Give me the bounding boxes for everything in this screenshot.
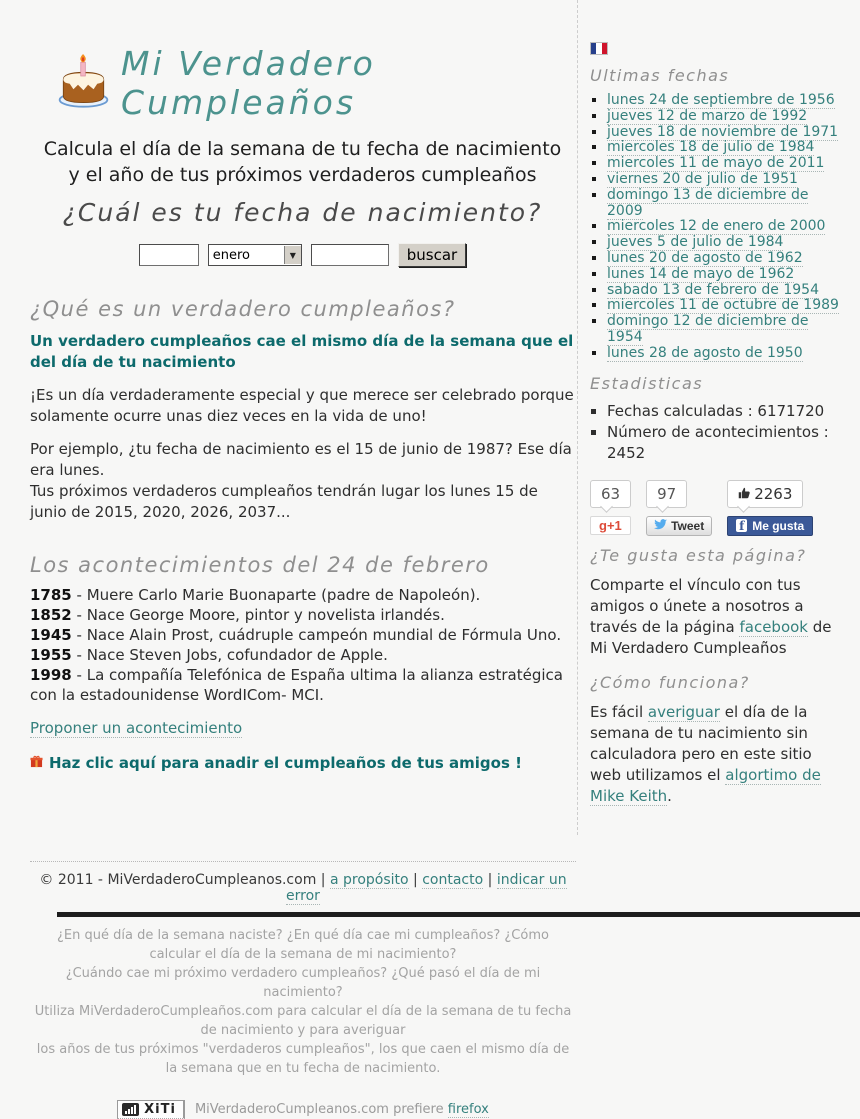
date-list-item bbox=[607, 267, 839, 283]
site-subtitle: Calcula el día de la semana de tu fecha de nacimiento y el año de tus próximos verdaderos cumpleaños bbox=[43, 138, 562, 186]
birthdate-form bbox=[30, 243, 575, 267]
date-link[interactable]: lunes 20 de agosto de 1962 bbox=[607, 249, 803, 266]
french-flag-icon[interactable] bbox=[590, 42, 608, 55]
event-item: 1852 - Nace George Moore, pintor y novelista irlandés. bbox=[30, 606, 445, 624]
contact-link[interactable]: contacto bbox=[422, 871, 484, 888]
find-out-link[interactable]: averiguar bbox=[647, 702, 720, 721]
social-buttons bbox=[590, 480, 839, 536]
date-link[interactable]: miercoles 11 de octubre de 1989 bbox=[607, 297, 839, 314]
date-list-item bbox=[607, 235, 839, 251]
date-link[interactable]: viernes 20 de julio de 1951 bbox=[607, 170, 798, 187]
date-list-item bbox=[607, 188, 839, 220]
date-list-item bbox=[607, 140, 839, 156]
event-item: 1785 - Muere Carlo Marie Buonaparte (padre de Napoleón). bbox=[30, 586, 481, 604]
date-list-item bbox=[607, 125, 839, 141]
how-it-works-paragraph: Es fácil averiguar el día de la semana de tu nacimiento sin calculadora pero en este sitio web utilizamos el algortimo de Mike Keith. bbox=[590, 702, 821, 805]
tweet-count-bubble: 97 bbox=[646, 480, 687, 508]
stats-list bbox=[590, 401, 839, 464]
add-friends-link[interactable]: Haz clic aquí para anadir el cumpleaños de tus amigos ! bbox=[49, 754, 522, 772]
firefox-link[interactable]: firefox bbox=[447, 1101, 489, 1117]
events-list bbox=[30, 585, 575, 705]
date-link[interactable]: jueves 18 de noviembre de 1971 bbox=[607, 123, 839, 140]
footer-fine-print-line: los años de tus próximos "verdaderos cumpleaños", los que caen el mismo día de la semana que en tu fecha de nacimiento. bbox=[36, 1041, 570, 1076]
date-list-item bbox=[607, 283, 839, 299]
gplus-widget bbox=[590, 480, 631, 535]
footer bbox=[30, 861, 576, 1119]
date-list-item bbox=[607, 156, 839, 172]
fb-count-bubble: 2263 bbox=[727, 480, 803, 508]
like-page-heading: ¿Te gusta esta página? bbox=[590, 545, 807, 565]
lead-statement: Un verdadero cumpleaños cae el mismo día de la semana que el del día de tu nacimiento bbox=[30, 332, 574, 371]
tweet-button[interactable]: Tweet bbox=[646, 516, 712, 536]
main-column bbox=[30, 0, 575, 835]
how-it-works-heading: ¿Cómo funciona? bbox=[590, 672, 750, 692]
add-friends-row bbox=[30, 754, 575, 772]
stats-heading: Estadisticas bbox=[590, 373, 704, 393]
site-header bbox=[56, 44, 575, 122]
bar-chart-icon bbox=[122, 1103, 139, 1116]
date-list-item bbox=[607, 314, 839, 346]
propose-event-link[interactable]: Proponer un acontecimiento bbox=[30, 719, 243, 737]
gift-icon bbox=[30, 754, 43, 772]
footer-fine-print bbox=[30, 926, 576, 1078]
sidebar bbox=[577, 0, 839, 835]
gplus-count-bubble: 63 bbox=[590, 480, 631, 508]
month-select-value: enero bbox=[212, 247, 251, 263]
date-list-item bbox=[607, 219, 839, 235]
birthday-cake-icon bbox=[56, 54, 111, 113]
thumbs-up-icon bbox=[738, 485, 750, 503]
events-section-heading: Los acontecimientos del 24 de febrero bbox=[30, 553, 490, 577]
copyright-line: © 2011 - MiVerdaderoCumpleanos.com | a propósito | contacto | indicar un error bbox=[39, 871, 567, 904]
search-button[interactable]: buscar bbox=[398, 243, 466, 267]
chevron-down-icon[interactable]: ▼ bbox=[284, 246, 301, 264]
date-link[interactable]: sabado 13 de febrero de 1954 bbox=[607, 281, 819, 298]
birthdate-question: ¿Cuál es tu fecha de nacimiento? bbox=[62, 198, 543, 227]
event-item: 1945 - Nace Alain Prost, cuádruple campeón mundial de Fórmula Uno. bbox=[30, 626, 562, 644]
footer-bottom-row bbox=[30, 1100, 576, 1119]
latest-dates-heading: Ultimas fechas bbox=[590, 66, 730, 85]
date-link[interactable]: lunes 24 de septiembre de 1956 bbox=[607, 92, 835, 108]
special-day-paragraph: ¡Es un día verdaderamente especial y que merece ser celebrado porque solamente ocurre unas diez veces en la vida de uno! bbox=[30, 386, 574, 425]
date-link[interactable]: lunes 28 de agosto de 1950 bbox=[607, 344, 803, 361]
year-input[interactable] bbox=[311, 244, 389, 266]
latest-dates-list bbox=[590, 93, 839, 362]
xiti-badge[interactable]: XiTi bbox=[117, 1100, 185, 1119]
example-paragraph: Por ejemplo, ¿tu fecha de nacimiento es el 15 de junio de 1987? Ese día era lunes. Tus próximos verdaderos cumpleaños tendrán lugar los lunes 15 de junio de 2015, 2020, 2026, 2037... bbox=[30, 440, 572, 521]
date-link[interactable]: lunes 14 de mayo de 1962 bbox=[607, 265, 795, 282]
gplus-button[interactable]: g+1 bbox=[590, 516, 631, 535]
prefers-text: MiVerdaderoCumpleanos.com prefiere firefox bbox=[194, 1101, 489, 1117]
event-item: 1998 - La compañía Telefónica de España ultima la alianza estratégica con la estadounidense WordICom- MCI. bbox=[30, 666, 563, 704]
facebook-page-link[interactable]: facebook bbox=[739, 617, 808, 636]
date-link[interactable]: miercoles 12 de enero de 2000 bbox=[607, 218, 826, 235]
date-link[interactable]: domingo 13 de diciembre de 2009 bbox=[607, 186, 809, 219]
tweet-widget bbox=[646, 480, 712, 536]
date-link[interactable]: domingo 12 de diciembre de 1954 bbox=[607, 313, 809, 345]
twitter-bird-icon bbox=[654, 519, 667, 533]
mike-keith-algorithm-link[interactable]: algortimo de Mike Keith bbox=[590, 765, 821, 805]
date-list-item bbox=[607, 172, 839, 188]
stat-item: ▪ Número de acontecimientos : 2452 bbox=[607, 422, 839, 464]
stat-item: ▪ Fechas calculadas : 6171720 bbox=[607, 401, 839, 422]
date-list-item bbox=[607, 109, 839, 125]
report-error-link[interactable]: indicar un error bbox=[286, 871, 567, 904]
about-link[interactable]: a propósito bbox=[329, 871, 409, 888]
footer-fine-print-line: ¿Cuándo cae mi próximo verdadero cumpleaños? ¿Qué pasó el día de mi nacimiento? bbox=[65, 965, 541, 1000]
date-link[interactable]: jueves 5 de julio de 1984 bbox=[607, 234, 784, 251]
facebook-f-icon: f bbox=[736, 519, 747, 532]
date-link[interactable]: miercoles 18 de julio de 1984 bbox=[607, 139, 815, 156]
date-list-item bbox=[607, 298, 839, 314]
site-title: Mi Verdadero Cumpleaños bbox=[121, 44, 376, 122]
fb-widget bbox=[727, 480, 813, 536]
fb-like-button[interactable]: f Me gusta bbox=[727, 516, 813, 536]
what-section-heading: ¿Qué es un verdadero cumpleaños? bbox=[30, 297, 456, 321]
day-input[interactable] bbox=[139, 244, 199, 266]
month-select[interactable] bbox=[208, 244, 302, 266]
like-page-paragraph: Comparte el vínculo con tus amigos o únete a nosotros a través de la página facebook de Mi Verdadero Cumpleaños bbox=[590, 575, 832, 657]
date-list-item bbox=[607, 93, 839, 109]
date-list-item bbox=[607, 346, 839, 362]
window-bottom-edge bbox=[57, 912, 860, 917]
event-item: 1955 - Nace Steven Jobs, cofundador de Apple. bbox=[30, 646, 388, 664]
date-link[interactable]: jueves 12 de marzo de 1992 bbox=[607, 107, 808, 124]
date-list-item bbox=[607, 251, 839, 267]
footer-fine-print-line: ¿En qué día de la semana naciste? ¿En qué día cae mi cumpleaños? ¿Cómo calcular el día de la semana de mi nacimiento? bbox=[57, 927, 549, 962]
footer-fine-print-line: Utiliza MiVerdaderoCumpleaños.com para calcular el día de la semana de tu fecha de nacimiento y para averiguar bbox=[34, 1003, 572, 1038]
date-link[interactable]: miercoles 11 de mayo de 2011 bbox=[607, 155, 825, 172]
